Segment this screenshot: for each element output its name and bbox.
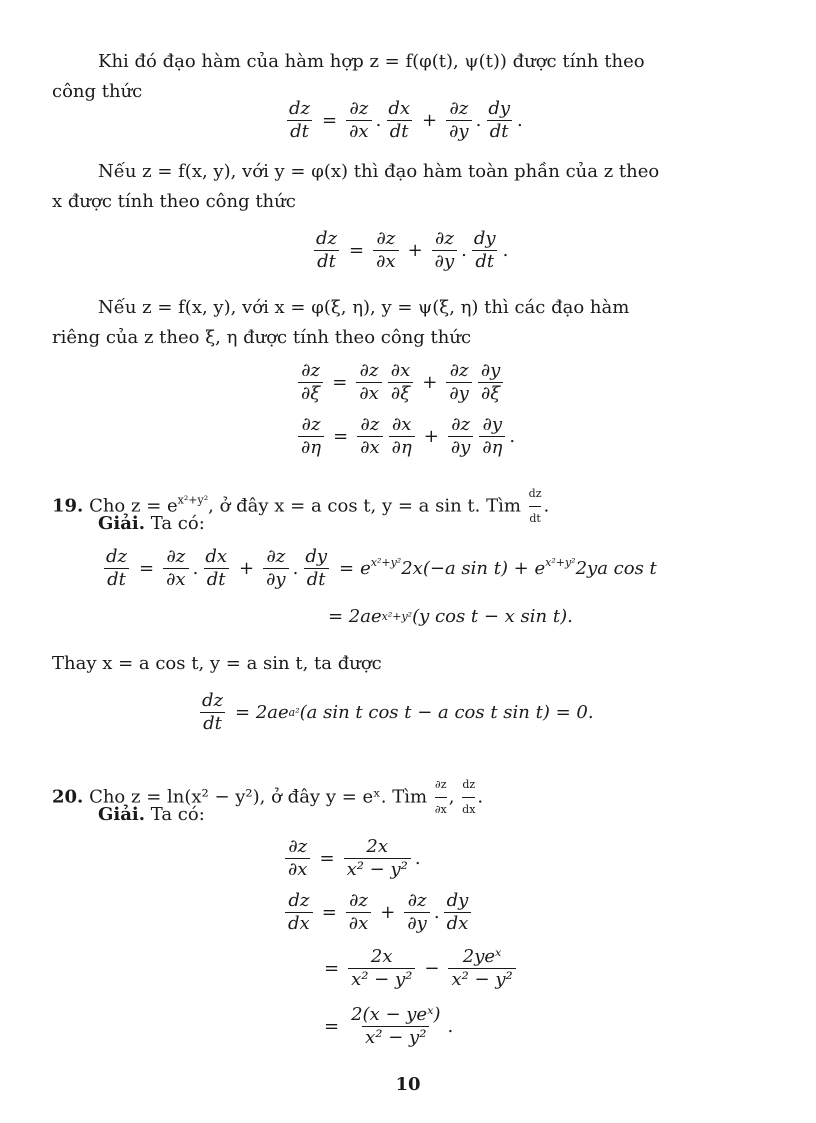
paragraph-3-line-2: riêng của z theo ξ, η được tính theo công thức [52, 327, 472, 348]
total-derivative-equation: $\frac{dz}{dt}$ = $\frac{\partial z}{\partial x}$ + $\frac{\partial z}{\partial y}$ . $\frac{dy}{dt}$ . [316, 228, 509, 272]
problem-20-number: 20. [52, 786, 84, 808]
problem-19-exponent: x²+y² [177, 493, 209, 507]
problem-19-text-b: , ở đây x = a cos t, y = a sin t. Tìm [208, 495, 521, 517]
page-number: 10 [395, 1074, 421, 1095]
paragraph-2-line-2: x được tính theo công thức [52, 191, 296, 212]
problem-20-ta-co: Ta có: [150, 804, 205, 825]
paragraph-1-line-2: công thức [52, 81, 143, 102]
problem-19-final-equation: $\frac{dz}{dt}$ = 2ae a² (a sin t cos t − a cos t sin t) = 0. [202, 690, 594, 734]
partial-xi-equation: $\frac{\partial z}{\partial\xi}$ = $\frac{\partial z}{\partial x}$ $\frac{\partial x}{\partial\xi}$ + $\frac{\partial z}{\partial y}$ $\frac{\partial y}{\partial\xi}$ [295, 360, 506, 405]
problem-20-statement: 20. Cho z = ln(x² − y²), ở đây y = eˣ. Tìm $\frac{\partial z}{\partial x}$ , $\frac{dz}{dx}$ . [52, 773, 483, 822]
problem-20-text: Cho z = ln(x² − y²), ở đây y = eˣ. Tìm [89, 786, 428, 808]
paragraph-2-line-1: Nếu z = f(x, y), với y = φ(x) thì đạo hàm toàn phần của z theo [98, 161, 660, 182]
problem-19-solution-intro [98, 512, 205, 536]
problem-19-number: 19. [52, 495, 84, 517]
problem-19-statement: 19. Cho $z = e^{x^2+y^2}$, ở đây x = a cos t, y = a sin t. Tìm $\frac{dz}{dt}$ . [52, 482, 549, 531]
problem-20-equation-4: = $\frac{\text{2(x − yeˣ)}}{\text{x² − y²}}$ . [324, 1004, 454, 1048]
problem-19-target-fraction: $\frac{dz}{dt}$ [529, 482, 542, 531]
problem-19-text-a: Cho z = e [89, 495, 178, 517]
partial-eta-equation: $\frac{\partial z}{\partial\eta}$ = $\frac{\partial z}{\partial x}$ $\frac{\partial x}{\partial\eta}$ + $\frac{\partial z}{\partial y}$ $\frac{\partial y}{\partial\eta}$ . [295, 414, 516, 459]
problem-20-equation-1: $\frac{\partial z}{\partial x}$ = $\frac{2x}{\text{x² − y²}}$ . [282, 836, 422, 881]
problem-19-ta-co: Ta có: [150, 513, 205, 534]
problem-20-solution-label: Giải. [98, 804, 145, 825]
problem-19-equation-1: $\frac{dz}{dt}$ = $\frac{\partial z}{\partial x}$ . $\frac{dx}{dt}$ + $\frac{\partial z}{\partial y}$ . $\frac{dy}{dt}$ = $e^{x^2+y^2}2x(-a$ $\sin t) + e^{x^2+y^2}2ya$ cos t [106, 546, 657, 590]
problem-19-solution-label: Giải. [98, 513, 145, 534]
problem-20-equation-2: $\frac{dz}{dx}$ = $\frac{\partial z}{\partial x}$ + $\frac{\partial z}{\partial y}$ . $\frac{dy}{dx}$ [282, 890, 474, 935]
chain-rule-equation-1: $\frac{dz}{dt}$ = $\frac{\partial z}{\partial x}$ . $\frac{dx}{dt}$ + $\frac{\partial z}{\partial y}$ . $\frac{dy}{dt}$ . [289, 98, 523, 142]
paragraph-3-line-1: Nếu z = f(x, y), với x = φ(ξ, η), y = ψ(ξ, η) thì các đạo hàm [98, 297, 630, 318]
problem-20-solution-intro [98, 803, 205, 827]
problem-20-equation-3: = $\frac{2x}{\text{x² − y²}}$ − $\frac{\text{2yeˣ}}{\text{x² − y²}}$ [318, 946, 519, 991]
paragraph-1-line-1: Khi đó đạo hàm của hàm hợp z = f(φ(t), ψ(t)) được tính theo [98, 51, 645, 72]
problem-19-equation-2: = 2ae x²+y² (y cos t − x sin t). [328, 606, 573, 627]
problem-19-substitution: Thay x = a cos t, y = a sin t, ta được [52, 653, 382, 674]
